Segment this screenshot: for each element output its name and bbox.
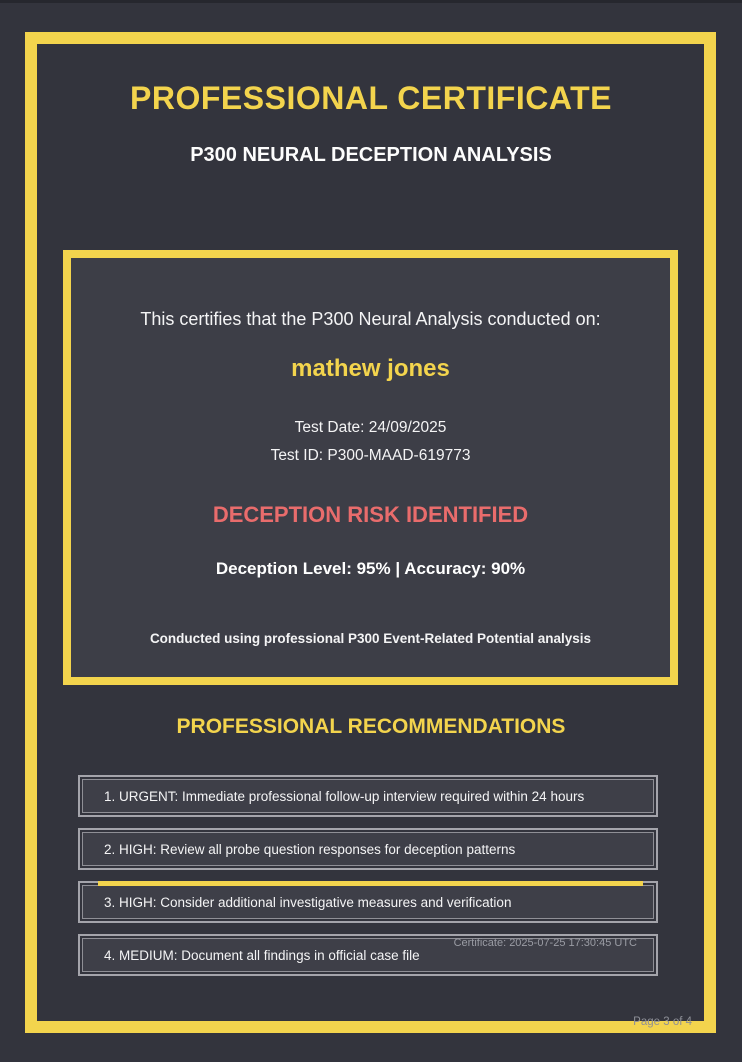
recommendation-item: 3. HIGH: Consider additional investigative measures and verification <box>78 881 658 923</box>
recommendations-heading: PROFESSIONAL RECOMMENDATIONS <box>176 715 566 738</box>
page-subtitle: P300 NEURAL DECEPTION ANALYSIS <box>190 144 552 166</box>
yellow-divider-line <box>98 881 643 886</box>
test-date: Test Date: 24/09/2025 <box>294 419 447 436</box>
recommendation-item: 4. MEDIUM: Document all findings in official case file <box>78 934 658 976</box>
risk-status: DECEPTION RISK IDENTIFIED <box>212 502 529 527</box>
page-number: Page 3 of 4 <box>633 1016 692 1028</box>
method-note: Conducted using professional P300 Event-Related Potential analysis <box>149 631 592 646</box>
certificate-timestamp: Certificate: 2025-07-25 17:30:45 UTC <box>453 937 637 949</box>
recommendation-item: 2. HIGH: Review all probe question responses for deception patterns <box>78 828 658 870</box>
subject-name: mathew jones <box>291 355 450 382</box>
certificate-panel <box>63 250 678 685</box>
top-edge-strip <box>0 0 742 3</box>
deception-metrics: Deception Level: 95% | Accuracy: 90% <box>215 559 526 578</box>
certificate-intro-text: This certifies that the P300 Neural Analysis conducted on: <box>140 309 601 329</box>
recommendation-item: 1. URGENT: Immediate professional follow-up interview required within 24 hours <box>78 775 658 817</box>
page-title: PROFESSIONAL CERTIFICATE <box>130 80 612 116</box>
test-id: Test ID: P300-MAAD-619773 <box>270 447 471 464</box>
